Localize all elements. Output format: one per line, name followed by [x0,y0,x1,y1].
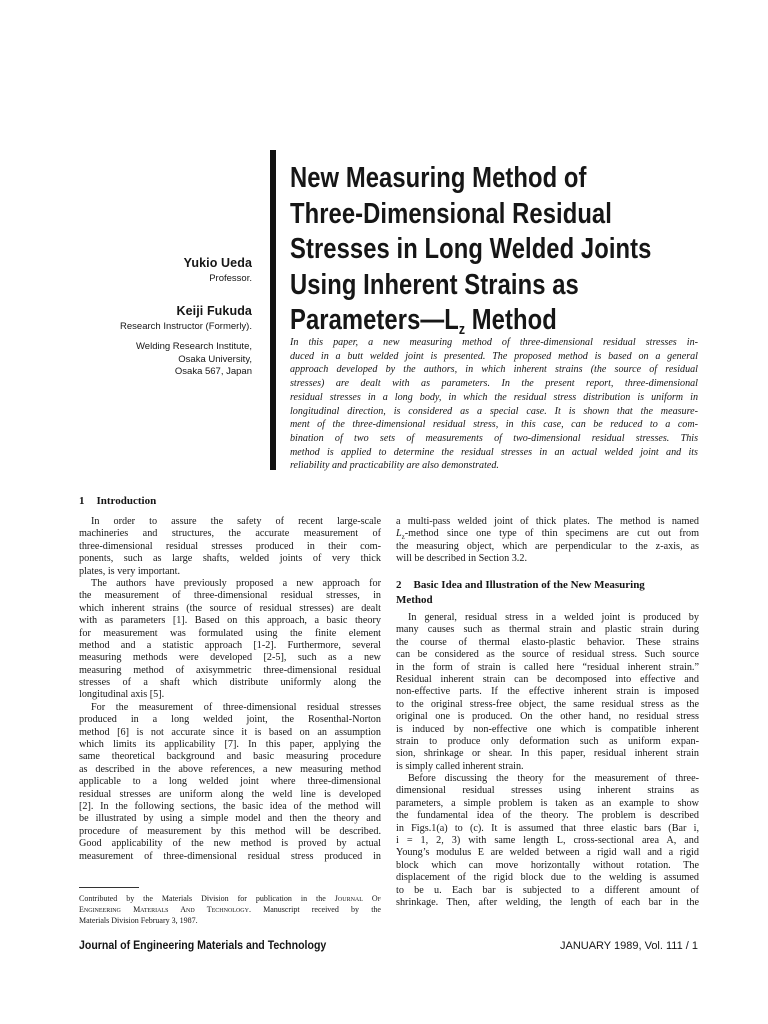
body-line: longitudinal axis [5]. [79,689,165,701]
author-affiliation: Welding Research Institute, Osaka University, Osaka 567, Japan [136,341,252,377]
body-line: in Figs.1(a) to (c). It is assumed that three elastic bars (Bar i, [396,822,699,834]
body-line: Good applicability of the new method is proved by actual [79,838,381,850]
body-line: the measuring object, which are perpendicular to the z-axis, as [396,540,699,552]
body-line: original one is produced. On the other hand, no residual stress [396,711,699,723]
abstract-line: reliability and practicability are also demonstrated. [290,460,499,472]
section-number: 1 [79,495,85,507]
title-line: Three-Dimensional Residual [290,197,612,230]
body-line: the fundamental idea of the theory. The problem is described [396,810,699,822]
body-line: is simply called inherent strain. [396,760,524,772]
paper-title [290,161,651,339]
body-line: to the original stress-free object, the same residual stress as the [396,698,699,710]
body-line: measuring method of axisymmetric three-dimensional residual [79,664,381,676]
title-line: Using Inherent Strains as [290,268,579,301]
body-line: strain to produce only deformation such as uniform expan- [396,735,699,747]
title-line: Stresses in Long Welded Joints [290,233,652,265]
body-line: be illustrated by using a simple model and then the theory and [79,813,381,825]
body-line: i = 1, 2, 3) with same length L, cross-sectional area A, and [396,835,699,847]
body-line: method [6] is not accurate since it is based on an assumption [79,726,381,738]
body-column-right-top [396,516,699,566]
author-name: Yukio Ueda [183,256,252,270]
body-line: will be described in Section 3.2. [396,553,527,565]
footnote-line: Engineering Materials And Technology. Manuscript received by the [79,905,381,914]
footnote [79,893,381,926]
author-title: Professor. [209,273,252,284]
abstract-line: ment of the three-dimensional residual stress, in this case, can be reduced to a com- [290,419,698,431]
body-line: plates, is very important. [79,565,181,577]
title-line: New Measuring Method of [290,162,587,194]
body-line: In general, residual stress in a welded joint is produced by [408,612,699,623]
body-line: can be considered as the source of residual stress. Such source [396,649,699,661]
abstract-line: method is applied to determine the residual stresses in an actual welded joint and its [290,446,698,458]
body-line: displacement of the rigid block due to the welding is assumed [396,872,699,884]
body-line: which inherent strains (the source of residual stresses) are dealt [79,602,381,614]
abstract-line: duced in a butt welded joint is presented. The proposed method is based on a general [290,350,698,362]
body-line: for measurement was formulated using the finite element [79,627,381,639]
body-line: applicable to a long welded joint where three-dimensional [79,776,381,788]
section-heading [79,494,156,509]
section-title: Basic Idea and Illustration of the New Measuring [413,579,645,591]
body-line: with as parameters [1]. Based on this approach, a basic theory [79,615,381,627]
footnote-rule [79,887,139,888]
body-line: procedure of measurement by this method will be described. [79,825,381,837]
section-title-cont: Method [396,594,433,606]
body-line: method and a statistic approach [1-2]. Furthermore, several [79,639,381,651]
body-line: For the measurement of three-dimensional residual stresses [91,701,381,713]
body-line: block which can move horizontally without rotation. The [396,859,699,871]
body-line: In order to assure the safety of recent large-scale [91,516,381,527]
abstract-line: In this paper, a new measuring method of three-dimensional residual stresses in- [290,337,698,348]
author-name: Keiji Fukuda [176,304,252,318]
body-line: shrinkage. Then, after welding, the length of each bar in the [396,896,699,908]
body-line: dimensional residual stresses using inherent strains as [396,785,699,797]
journal-name: Journal of Engineering Materials and Technology [79,940,327,952]
body-line: as described in the above references, a new measuring method [79,763,381,775]
body-line: many causes such as thermal strain and plastic strain during [396,624,699,636]
body-line: is induced by non-effective one which is compatible inherent [396,723,699,735]
section-heading [396,578,699,608]
body-line: Before discussing the theory for the measurement of three- [408,773,699,785]
body-line: Young’s modulus E are welded between a rigid wall and a rigid [396,847,699,859]
title-vertical-rule [270,150,276,470]
body-line: the course of thermal elasto-plastic behavior. These strains [396,636,699,648]
body-line: residual stresses are uniform along the weld line is developed [79,788,381,800]
body-column-right [396,612,699,909]
section-number: 2 [396,579,402,591]
body-column-left [79,516,381,863]
title-line: $Parameters—L_z$ Method [290,304,557,338]
issue-info: JANUARY 1989, Vol. 111 / 1 [560,940,698,952]
body-line: same theoretical background and basic measuring procedure [79,751,381,763]
abstract-line: residual stresses in a long body, in which the residual stress distribution is uniform in [290,391,698,403]
abstract-line: bination of two sets of measurements of two-dimensional residual stresses. This [290,432,698,444]
body-line: three-dimensional residual stresses produced in their com- [79,540,381,552]
body-line: The authors have previously proposed a new approach for [91,577,381,589]
body-line: [2]. In the following sections, the basic idea of the method will [79,800,381,812]
body-line: to be u. Each bar is subjected to a different amount of [396,884,699,896]
abstract [290,336,698,473]
body-line: which limits its applicability [7]. In this paper, applying the [79,739,381,751]
abstract-line: approach developed by the authors, in which inherent strains (the source of residual [290,364,698,376]
abstract-line: longitudinal direction, is considered as a special case. It is shown that the measure- [290,405,698,417]
author-title: Research Instructor (Formerly). [120,321,252,332]
footnote-line: Contributed by the Materials Division for publication in the Journal Of [79,894,381,903]
body-line: $L_z$-method since one type of thin specimens are cut out from [396,528,699,542]
section-title: Introduction [96,495,157,507]
author-block [100,256,252,379]
body-line: produced in a long welded joint, the Rosenthal-Norton [79,714,381,726]
body-line: in the form of strain is called here “residual inherent strain.” [396,661,699,673]
body-line: machineries and structures, the accurate measurement of [79,528,381,540]
body-line: non-effective parts. If the effective inherent strain is imposed [396,686,699,698]
body-line: measurement of three-dimensional residual stress produced in [79,850,381,862]
body-line: the measurement of three-dimensional residual stresses, in [79,590,381,602]
body-line: Residual inherent strain can be decomposed into effective and [396,673,699,685]
body-line: ponents, such as large shafts, welded joints of very thick [79,553,381,565]
body-line: parameters, a simple problem is taken as an example to show [396,797,699,809]
body-line: a multi-pass welded joint of thick plates. The method is named [396,516,699,527]
body-line: sion, shrinkage or shear. In this paper, residual inherent strain [396,748,699,760]
abstract-line: stresses) are dealt with as parameters. In the present report, three-dimensional [290,378,698,390]
body-line: measuring methods were developed [2-5], such as a new [79,652,381,664]
body-line: stresses of a shaft which distribute uniformly along the [79,677,381,689]
footnote-line: Materials Division February 3, 1987. [79,916,198,925]
